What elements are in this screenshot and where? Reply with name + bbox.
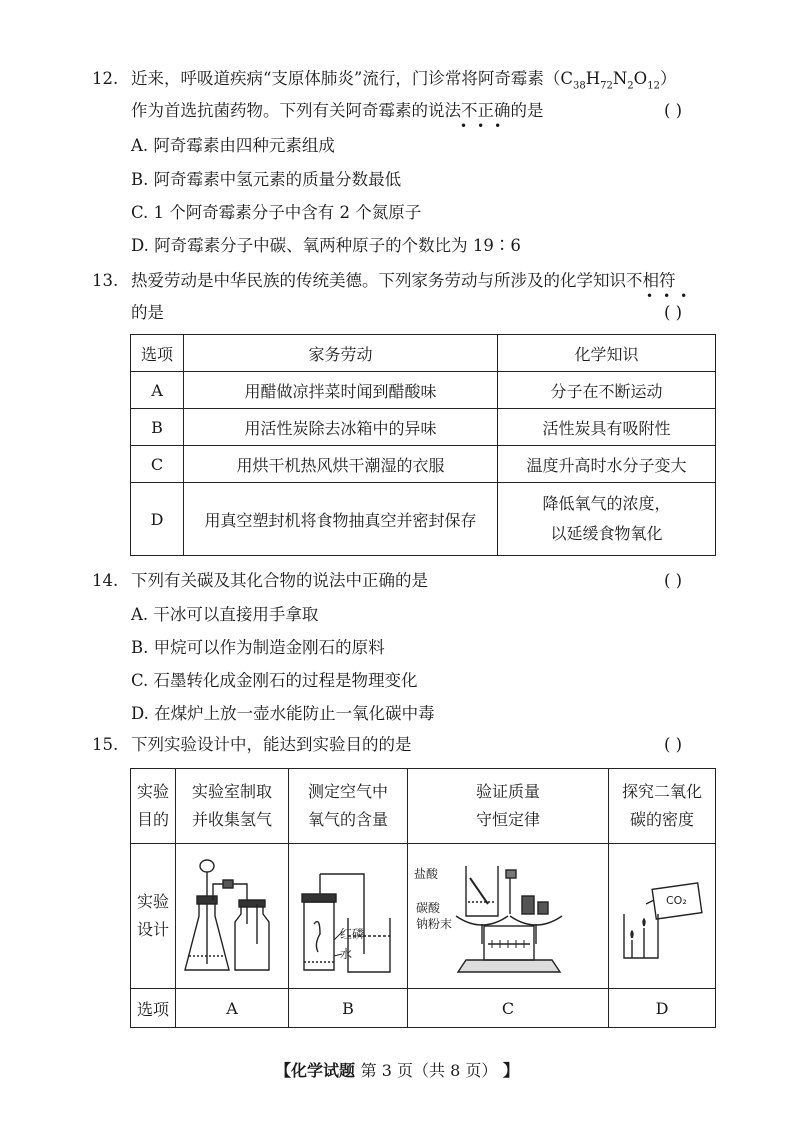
question-number: 14. bbox=[92, 571, 119, 590]
emphasis-dots: ••• bbox=[460, 119, 512, 133]
table-row bbox=[131, 446, 716, 483]
goal-cell-b: 测定空气中 氧气的含量 bbox=[289, 769, 408, 844]
apparatus-d bbox=[609, 844, 716, 989]
option-d: D. 在煤炉上放一壶水能防止一氧化碳中毒 bbox=[131, 704, 435, 723]
table-cell: B bbox=[131, 409, 184, 446]
table-cell: 用烘干机热风烘干潮湿的衣服 bbox=[184, 446, 498, 483]
row-header: 实验 设计 bbox=[131, 844, 176, 989]
table-cell: 活性炭具有吸附性 bbox=[498, 409, 716, 446]
red-phosphorus-label: 红磷 bbox=[340, 927, 365, 941]
oxygen-content-diagram bbox=[290, 844, 406, 984]
question-stem-line2: 的是 bbox=[131, 303, 164, 322]
table-header: 家务劳动 bbox=[184, 335, 498, 372]
table-row-goals bbox=[131, 769, 716, 844]
option-b: B. 阿奇霉素中氢元素的质量分数最低 bbox=[131, 170, 402, 189]
hydrogen-apparatus-diagram bbox=[177, 844, 287, 984]
option-c: C. 1 个阿奇霉素分子中含有 2 个氮原子 bbox=[131, 203, 422, 222]
footer-subject: 【化学试题 bbox=[275, 1061, 356, 1080]
table-cell: 用活性炭除去冰箱中的异味 bbox=[184, 409, 498, 446]
question-stem: 下列实验设计中，能达到实验目的的是 bbox=[131, 735, 412, 754]
emphasis-dots: ••• bbox=[646, 289, 698, 303]
question-number: 13. bbox=[92, 271, 119, 290]
table-cell: 降低氧气的浓度， 以延缓食物氧化 bbox=[498, 483, 716, 556]
answer-bracket: ( ) bbox=[664, 303, 683, 322]
goal-cell-d: 探究二氧化 碳的密度 bbox=[609, 769, 716, 844]
option-cell-a: A bbox=[176, 989, 289, 1028]
table-cell: A bbox=[131, 372, 184, 409]
table-row-designs bbox=[131, 844, 716, 989]
option-cell-b: B bbox=[289, 989, 408, 1028]
table-cell: C bbox=[131, 446, 184, 483]
answer-bracket: ( ) bbox=[664, 101, 683, 120]
table-cell: 用醋做凉拌菜时闻到醋酸味 bbox=[184, 372, 498, 409]
table-row bbox=[131, 372, 716, 409]
table-cell: 温度升高时水分子变大 bbox=[498, 446, 716, 483]
option-d: D. 阿奇霉素分子中碳、氧两种原子的个数比为 19∶6 bbox=[131, 236, 521, 255]
apparatus-a bbox=[176, 844, 289, 989]
question-stem-line1: 近来，呼吸道疾病“支原体肺炎”流行，门诊常将阿奇霉素$(C_{38}H_{72}N_2O_{12})$ bbox=[131, 69, 677, 92]
na2co3-label-2: 钠粉末 bbox=[416, 917, 453, 931]
na2co3-label-1: 碳酸 bbox=[416, 901, 441, 915]
table-row-options bbox=[131, 989, 716, 1028]
page-footer bbox=[0, 1058, 794, 1081]
table-header: 化学知识 bbox=[498, 335, 716, 372]
row-header: 实验 目的 bbox=[131, 769, 176, 844]
question-number: 12. bbox=[92, 69, 119, 88]
table-cell: 用真空塑封机将食物抽真空并密封保存 bbox=[184, 483, 498, 556]
co2-label: CO₂ bbox=[666, 894, 687, 907]
table-row bbox=[131, 483, 716, 556]
co2-density-diagram bbox=[614, 844, 710, 984]
question-number: 15. bbox=[92, 735, 119, 754]
option-b: B. 甲烷可以作为制造金刚石的原料 bbox=[131, 638, 385, 657]
apparatus-c bbox=[408, 844, 609, 989]
apparatus-b bbox=[289, 844, 408, 989]
answer-bracket: ( ) bbox=[664, 571, 683, 590]
option-cell-c: C bbox=[408, 989, 609, 1028]
goal-cell-c: 验证质量 守恒定律 bbox=[408, 769, 609, 844]
table-cell: D bbox=[131, 483, 184, 556]
table-header-row bbox=[131, 335, 716, 372]
option-a: A. 阿奇霉素由四种元素组成 bbox=[131, 136, 335, 155]
question-stem: 下列有关碳及其化合物的说法中正确的是 bbox=[131, 571, 428, 590]
water-label: 水 bbox=[340, 947, 353, 961]
footer-end-bracket: 】 bbox=[502, 1061, 519, 1080]
table-header: 选项 bbox=[131, 335, 184, 372]
question-stem-line2: 作为首选抗菌药物。下列有关阿奇霉素的说法不正确的是 bbox=[131, 101, 544, 120]
question-stem-line1: 热爱劳动是中华民族的传统美德。下列家务劳动与所涉及的化学知识不相符 bbox=[131, 271, 676, 290]
footer-page-number: 第 3 页（共 8 页） bbox=[360, 1061, 498, 1080]
option-cell-d: D bbox=[609, 989, 716, 1028]
experiment-table bbox=[130, 768, 716, 1028]
table-cell: 分子在不断运动 bbox=[498, 372, 716, 409]
answer-bracket: ( ) bbox=[664, 735, 683, 754]
row-header: 选项 bbox=[131, 989, 176, 1028]
goal-cell-a: 实验室制取 并收集氢气 bbox=[176, 769, 289, 844]
table-row bbox=[131, 409, 716, 446]
balance-diagram bbox=[410, 844, 606, 984]
knowledge-table bbox=[130, 334, 716, 556]
hcl-label: 盐酸 bbox=[414, 867, 439, 881]
option-a: A. 干冰可以直接用手拿取 bbox=[131, 605, 319, 624]
option-c: C. 石墨转化成金刚石的过程是物理变化 bbox=[131, 671, 418, 690]
